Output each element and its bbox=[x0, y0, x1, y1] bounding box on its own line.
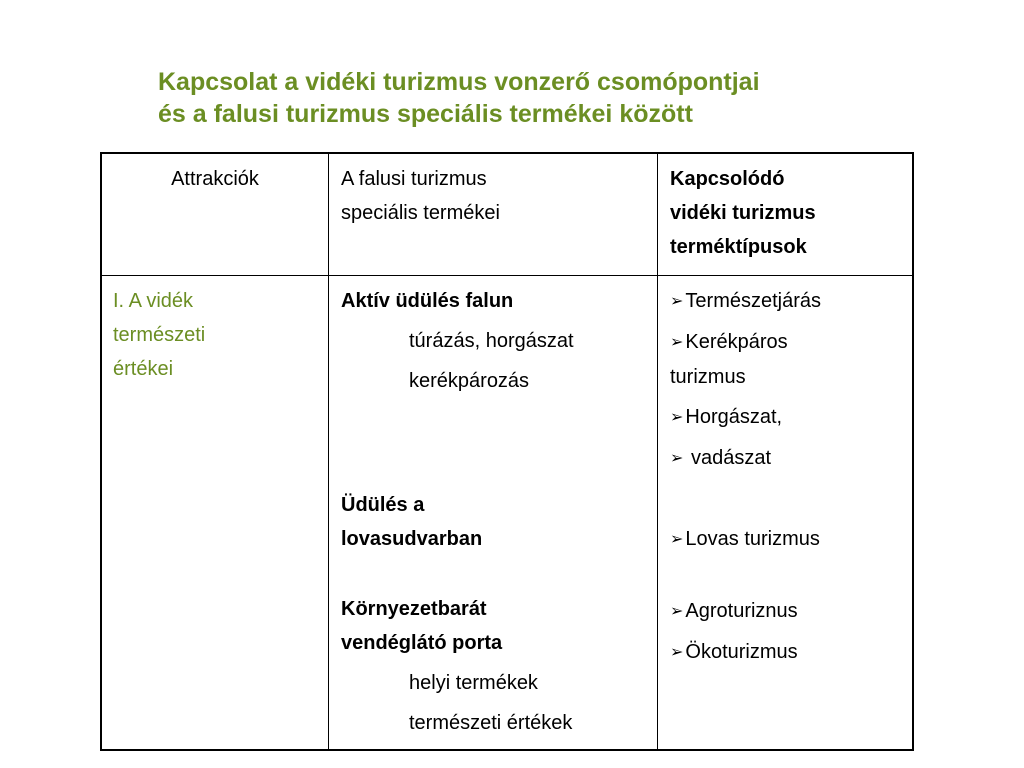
type-item-2-cont: turizmus bbox=[670, 366, 746, 388]
header-products-line-1: A falusi turizmus bbox=[341, 168, 487, 190]
arrow-bullet-icon: ➢ bbox=[670, 531, 684, 548]
arrow-bullet-icon: ➢ bbox=[670, 603, 684, 620]
products-cell bbox=[341, 284, 574, 398]
product-eco-porta bbox=[341, 592, 572, 740]
type-item-7: ➢ Ökoturizmus bbox=[670, 635, 798, 670]
arrow-bullet-icon: ➢ bbox=[670, 450, 684, 467]
type-item-3: ➢ Horgászat, bbox=[670, 400, 821, 435]
header-types-line-1: Kapcsolódó bbox=[670, 168, 785, 190]
comparison-table bbox=[100, 152, 914, 751]
product-horse-yard-line-1: Üdülés a bbox=[341, 494, 425, 516]
type-item-5: ➢ Lovas turizmus bbox=[670, 522, 820, 557]
slide-title-line-1: Kapcsolat a vidéki turizmus vonzerő csomópontjai bbox=[158, 68, 760, 96]
arrow-bullet-icon: ➢ bbox=[670, 409, 684, 426]
product-eco-porta-line-1: Környezetbarát bbox=[341, 598, 487, 620]
arrow-bullet-icon: ➢ bbox=[670, 644, 684, 661]
slide-title bbox=[158, 66, 760, 130]
header-cell-products bbox=[341, 162, 500, 230]
column-divider-1 bbox=[328, 154, 329, 749]
header-attractions-text: Attrakciók bbox=[171, 168, 259, 190]
attraction-cell bbox=[113, 284, 205, 386]
product-eco-porta-sub-1: helyi termékek bbox=[409, 672, 538, 694]
arrow-bullet-icon: ➢ bbox=[670, 293, 684, 310]
arrow-bullet-icon: ➢ bbox=[670, 334, 684, 351]
column-divider-2 bbox=[657, 154, 658, 749]
product-horse-yard-line-2: lovasudvarban bbox=[341, 528, 483, 550]
product-active-holiday-sub-1: túrázás, horgászat bbox=[409, 330, 574, 352]
product-active-holiday-title: Aktív üdülés falun bbox=[341, 290, 514, 312]
header-types-line-2: vidéki turizmus bbox=[670, 202, 816, 224]
header-cell-attractions bbox=[102, 162, 328, 196]
type-item-5-wrap bbox=[670, 522, 820, 557]
product-active-holiday-sub-2: kerékpározás bbox=[409, 370, 530, 392]
types-cell bbox=[670, 284, 821, 476]
type-item-1: ➢ Természetjárás bbox=[670, 284, 821, 319]
product-eco-porta-sub-2: természeti értékek bbox=[409, 712, 573, 734]
header-types-line-3: terméktípusok bbox=[670, 236, 807, 258]
attraction-line-2: természeti bbox=[113, 324, 206, 346]
product-horse-yard bbox=[341, 488, 482, 556]
header-row-divider bbox=[102, 275, 912, 276]
product-eco-porta-line-2: vendéglátó porta bbox=[341, 632, 503, 654]
header-products-line-2: speciális termékei bbox=[341, 202, 500, 224]
slide-title-line-2: és a falusi turizmus speciális termékei között bbox=[158, 100, 693, 128]
attraction-line-1: I. A vidék bbox=[113, 290, 194, 312]
attraction-line-3: értékei bbox=[113, 358, 174, 380]
type-item-2: ➢ Kerékpáros bbox=[670, 325, 821, 360]
header-cell-types bbox=[670, 162, 816, 264]
type-items-eco bbox=[670, 594, 798, 670]
type-item-6: ➢ Agroturiznus bbox=[670, 594, 798, 629]
type-item-4: ➢ vadászat bbox=[670, 441, 821, 476]
